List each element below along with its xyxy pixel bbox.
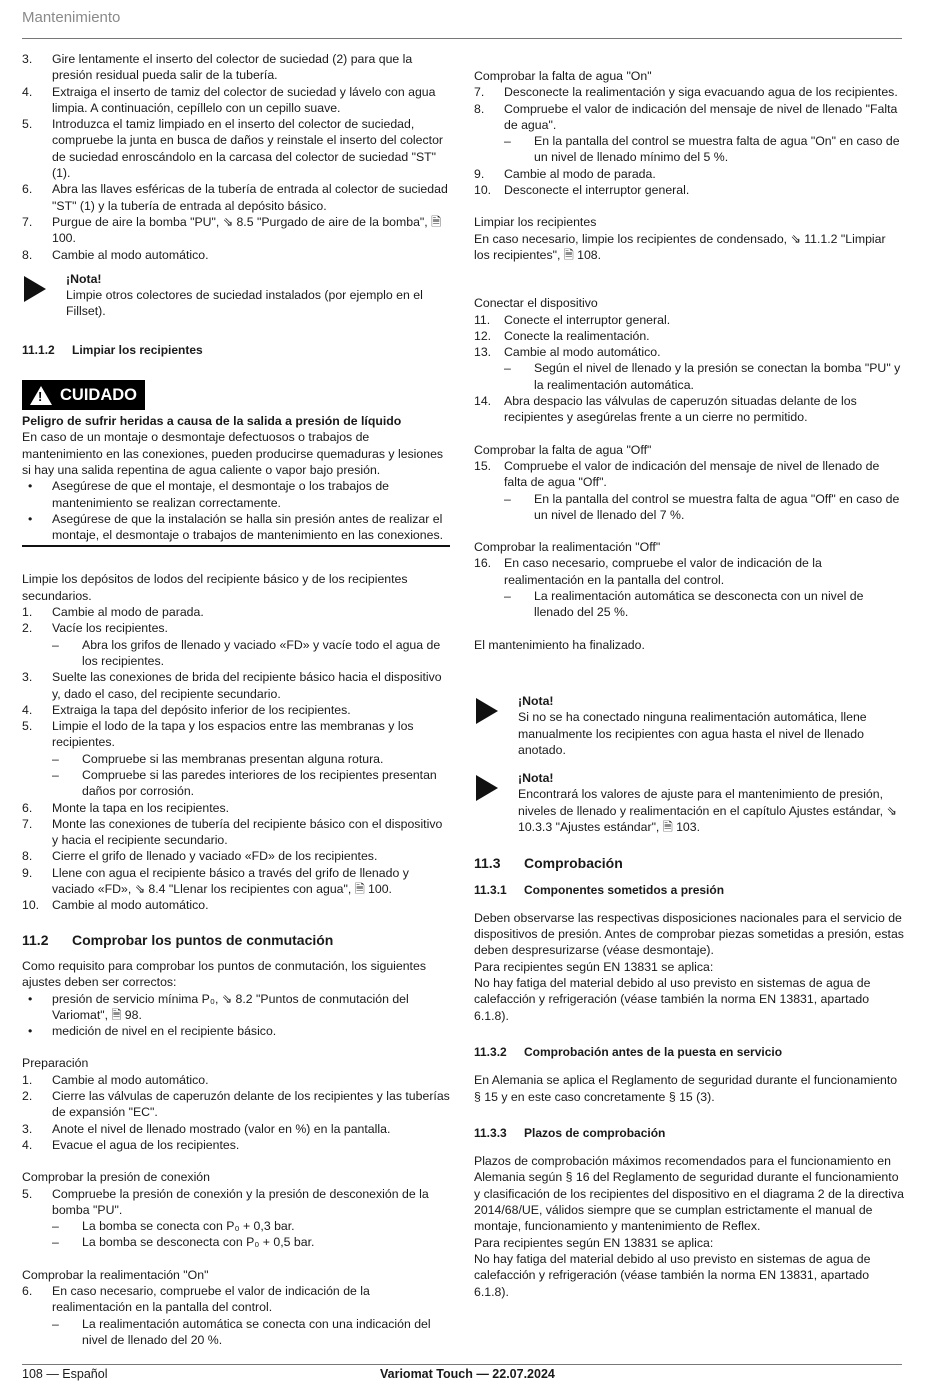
- list-item: 8. Cambie al modo automático.: [22, 247, 209, 262]
- warning-icon: [30, 386, 52, 405]
- list-item: 8. Cierre el grifo de llenado y vaciado «FD» de los recipientes.: [22, 849, 378, 864]
- list-item: 10. Cambie al modo automático.: [22, 898, 209, 913]
- sub-item: – Abra los grifos de llenado y vaciado «FD» y vacíe todo el agua de los recipientes.: [52, 637, 441, 668]
- header-rule: [22, 38, 902, 39]
- steps-list: [22, 51, 450, 263]
- section-heading: 11.3 Comprobación: [474, 855, 623, 872]
- subsection-label: Comprobar la realimentación "Off": [474, 540, 661, 555]
- list-item: 5. Limpie el lodo de la tapa y los espacios entre las membranas y los recipientes.: [22, 719, 414, 750]
- paragraph: El mantenimiento ha finalizado.: [474, 637, 645, 652]
- paragraph: No hay fatiga del material debido al uso previsto en sistemas de agua de calefacción y refrigeración (véase también la norma EN 13831, apartado 6.1.8).: [474, 976, 871, 1023]
- list-item: 1. Cambie al modo automático.: [22, 1072, 209, 1087]
- list-item: 4. Extraiga la tapa del depósito inferior de los recipientes.: [22, 702, 351, 717]
- caution-tag: ! CUIDADO: [22, 380, 145, 410]
- note-text: Encontrará los valores de ajuste para el mantenimiento de presión, niveles de llenado y realimentación en el capítulo Ajustes estándar, ⇘ 10.3.3 "Ajustes estándar", 🗎 103.: [518, 787, 897, 834]
- paragraph: Como requisito para comprobar los puntos de conmutación, los siguientes ajustes deben ser correctos:: [22, 958, 426, 990]
- page-number: 108 — Español: [22, 1367, 108, 1381]
- list-item: 10. Desconecte el interruptor general.: [474, 183, 690, 198]
- right-column: [474, 68, 904, 1300]
- note-box: [474, 693, 904, 758]
- subsection-label: Comprobar la presión de conexión: [22, 1170, 210, 1185]
- list-item: 6. Abra las llaves esféricas de la tubería de entrada al colector de suciedad "ST" (1) y la tubería de entrada al depósito básico.: [22, 182, 448, 213]
- list-item: 13. Cambie al modo automático.: [474, 345, 661, 360]
- sub-item: – Compruebe si las paredes interiores de los recipientes presentan daños por corrosión.: [52, 767, 437, 799]
- caution-bullet: • Asegúrese de que la instalación se halla sin presión antes de realizar el montaje, el desmontaje o trabajos de mantenimiento en las conexiones.: [28, 511, 444, 543]
- caution-box: [22, 380, 450, 547]
- list-item: 5. Introduzca el tamiz limpiado en el inserto del colector de suciedad, compruebe la junta en busca de daños y reinstale el inserto del colector de suciedad enroscándolo en la carcasa del colector de suciedad "ST" (1).: [22, 117, 444, 181]
- list-item: 3. Anote el nivel de llenado mostrado (valor en %) en la pantalla.: [22, 1121, 391, 1136]
- list-item: 11. Conecte el interruptor general.: [474, 312, 671, 327]
- bullet-item: • medición de nivel en el recipiente básico.: [28, 1024, 277, 1039]
- note-text: Si no se ha conectado ninguna realimentación automática, llene manualmente los recipientes con agua hasta el nivel de llenado anotado.: [518, 710, 867, 757]
- paragraph: Para recipientes según EN 13831 se aplica:: [474, 959, 714, 974]
- caution-bullet: • Asegúrese de que el montaje, el desmontaje o los trabajos de mantenimiento se realizan correctamente.: [28, 479, 390, 510]
- list-item: 3. Gire lentamente el inserto del colector de suciedad (2) para que la presión residual pueda salir de la tubería.: [22, 52, 413, 83]
- list-item: 16. En caso necesario, compruebe el valor de indicación de la realimentación en la pantalla del control.: [474, 556, 822, 587]
- sub-item: – Compruebe si las membranas presentan alguna rotura.: [52, 751, 384, 766]
- document-title: Variomat Touch — 22.07.2024: [380, 1367, 555, 1381]
- subsection-label: Conectar el dispositivo: [474, 296, 598, 311]
- paragraph: Plazos de comprobación máximos recomendados para el funcionamiento en Alemania según § 16 del Reglamento de seguridad durante el funcionamiento y clasificación de los recipientes del dispositivo en el diagrama 2 de la directiva 2014/68/UE, válidos siempre que se cumplan estrictamente el manual de montaje, funcionamiento y mantenimiento de Reflex.: [474, 1154, 904, 1234]
- list-item: 6. En caso necesario, compruebe el valor de indicación de la realimentación en la pantalla del control.: [22, 1284, 370, 1315]
- note-arrow-icon: [476, 775, 498, 801]
- sub-item: – La bomba se desconecta con P₀ + 0,5 bar.: [52, 1235, 315, 1250]
- paragraph: No hay fatiga del material debido al uso previsto en sistemas de agua de calefacción y refrigeración (véase también la norma EN 13831, apartado 6.1.8).: [474, 1251, 871, 1299]
- paragraph: En Alemania se aplica el Reglamento de seguridad durante el funcionamiento § 15 y en este caso concretamente § 15 (3).: [474, 1073, 898, 1104]
- note-title: ¡Nota!: [66, 271, 102, 286]
- list-item: 2. Cierre las válvulas de caperuzón delante de los recipientes y las tuberías de expansión "EC".: [22, 1089, 450, 1120]
- note-arrow-icon: [476, 698, 498, 724]
- bullet-item: • presión de servicio mínima P₀, ⇘ 8.2 "Puntos de conmutación del Variomat", 🗎 98.: [28, 991, 409, 1022]
- left-column: [22, 51, 450, 1348]
- sub-item: – Según el nivel de llenado y la presión se conectan la bomba "PU" y la realimentación automática.: [504, 361, 901, 392]
- note-arrow-icon: [24, 276, 46, 302]
- list-item: 12. Conecte la realimentación.: [474, 328, 650, 343]
- paragraph: En caso necesario, limpie los recipientes de condensado, ⇘ 11.1.2 "Limpiar los recipientes", 🗎 108.: [474, 231, 886, 262]
- subsection-label: Comprobar la falta de agua "Off": [474, 442, 652, 457]
- list-item: 1. Cambie al modo de parada.: [22, 605, 204, 620]
- sub-item: – La realimentación automática se desconecta con un nivel de llenado del 25 %.: [504, 589, 864, 620]
- paragraph: Limpie los depósitos de lodos del recipiente básico y de los recipientes secundarios.: [22, 572, 408, 603]
- list-item: 3. Suelte las conexiones de brida del recipiente básico hacia el dispositivo y, dado el caso, del recipiente secundario.: [22, 670, 442, 701]
- caution-text: En caso de un montaje o desmontaje defectuosos o trabajos de mantenimiento en las conexiones, pueden producirse quemaduras y lesiones si hay una salida repentina de agua caliente o vapor bajo presión.: [22, 430, 444, 477]
- list-item: 4. Extraiga el inserto de tamiz del colector de suciedad y lávelo con agua limpia. A continuación, cepíllelo con un cepillo suave.: [22, 84, 436, 115]
- sub-item: – La realimentación automática se conecta con una indicación del nivel de llenado del 20 %.: [52, 1316, 431, 1347]
- list-item: 6. Monte la tapa en los recipientes.: [22, 800, 230, 815]
- note-box: [22, 271, 450, 320]
- list-item: 7. Monte las conexiones de tubería del recipiente básico con el dispositivo y hacia el recipiente secundario.: [22, 816, 443, 848]
- list-item: 8. Compruebe el valor de indicación del mensaje de nivel de llenado "Falta de agua".: [474, 101, 898, 132]
- list-item: 9. Cambie al modo de parada.: [474, 166, 656, 181]
- section-heading: 11.3.1 Componentes sometidos a presión: [474, 882, 725, 897]
- subsection-label: Comprobar la falta de agua "On": [474, 69, 652, 83]
- list-item: 15. Compruebe el valor de indicación del mensaje de nivel de llenado de falta de agua "Off".: [474, 458, 880, 490]
- sub-item: – La bomba se conecta con P₀ + 0,3 bar.: [52, 1219, 295, 1234]
- note-box: [474, 770, 904, 835]
- sub-item: – En la pantalla del control se muestra falta de agua "Off" en caso de un nivel de llenado del 7 %.: [504, 491, 900, 522]
- list-item: 7. Desconecte la realimentación y siga evacuando agua de los recipientes.: [474, 85, 898, 100]
- section-heading: 11.3.2 Comprobación antes de la puesta en servicio: [474, 1044, 783, 1059]
- subsection-label: Preparación: [22, 1056, 89, 1071]
- sub-item: – En la pantalla del control se muestra falta de agua "On" en caso de un nivel de llenado mínimo del 5 %.: [504, 134, 900, 165]
- paragraph: Para recipientes según EN 13831 se aplica:: [474, 1235, 714, 1250]
- footer-rule: [22, 1364, 902, 1365]
- note-title: ¡Nota!: [518, 771, 554, 786]
- note-title: ¡Nota!: [518, 693, 554, 708]
- subsection-label: Limpiar los recipientes: [474, 215, 597, 230]
- list-item: 4. Evacue el agua de los recipientes.: [22, 1137, 240, 1152]
- list-item: 14. Abra despacio las válvulas de caperuzón situadas delante de los recipientes y asegúrelas frente a un cierre no permitido.: [474, 394, 857, 425]
- list-item: 7. Purgue de aire la bomba "PU", ⇘ 8.5 "Purgado de aire de la bomba", 🗎 100.: [22, 214, 442, 246]
- list-item: 5. Compruebe la presión de conexión y la presión de desconexión de la bomba "PU".: [22, 1186, 429, 1217]
- subsection-label: Comprobar la realimentación "On": [22, 1267, 209, 1282]
- note-text: Limpie otros colectores de suciedad instalados (por ejemplo en el Fillset).: [66, 288, 423, 319]
- section-heading: 11.1.2 Limpiar los recipientes: [22, 342, 203, 357]
- caution-title: Peligro de sufrir heridas a causa de la salida a presión de líquido: [22, 414, 402, 429]
- page-header-title: Mantenimiento: [22, 9, 121, 26]
- section-heading: 11.2 Comprobar los puntos de conmutación: [22, 931, 334, 948]
- list-item: 9. Llene con agua el recipiente básico a través del grifo de llenado y vaciado «FD», ⇘ 8.4 "Llenar los recipientes con agua", 🗎 100.: [22, 865, 409, 897]
- paragraph: Deben observarse las respectivas disposiciones nacionales para el servicio de dispositivos de presión. Antes de comprobar piezas sometidas a presión, estas deben despresurizarse (véase desmontaje).: [474, 910, 904, 958]
- list-item: 2. Vacíe los recipientes.: [22, 621, 168, 636]
- section-heading: 11.3.3 Plazos de comprobación: [474, 1125, 666, 1140]
